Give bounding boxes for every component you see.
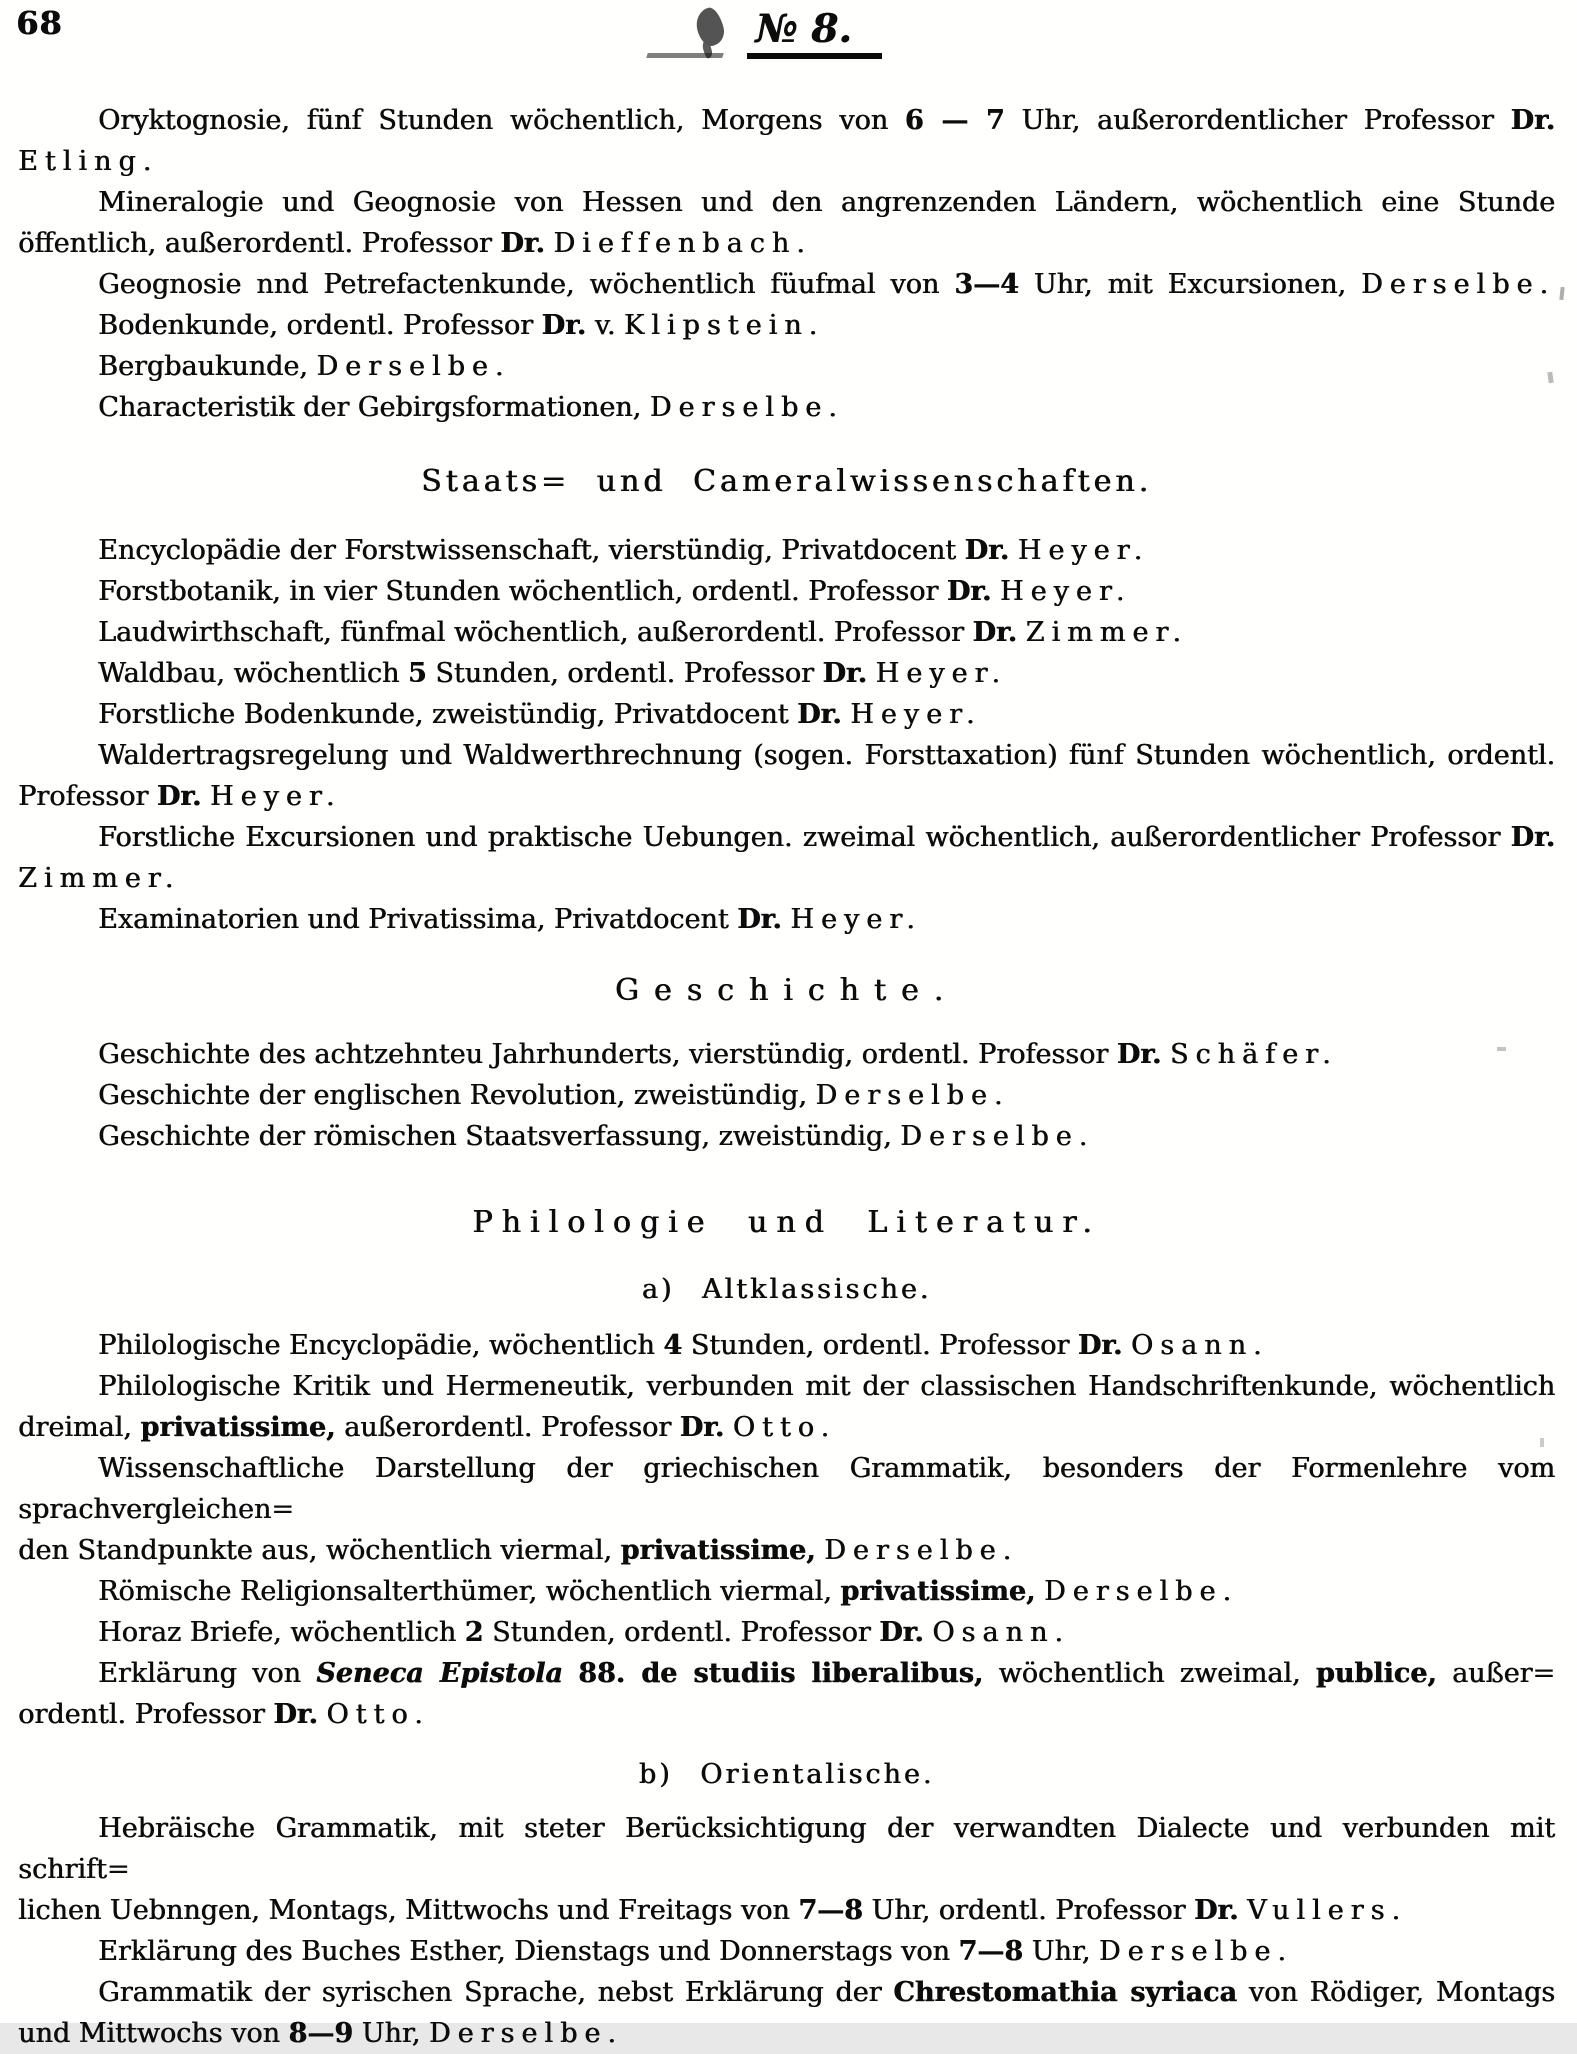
text-segment: 8—9 (288, 2018, 353, 2049)
text-segment: Uhr, mit Excursionen, (1018, 269, 1361, 300)
issue-number: № 8. (747, 6, 882, 59)
text-segment (924, 1617, 933, 1648)
text-line (18, 1325, 1555, 1366)
text-line (18, 223, 1555, 264)
text-segment: von Rödiger, Montags (1236, 1977, 1556, 2008)
text-segment: v. (586, 310, 624, 341)
text-segment: Otto. (732, 1412, 837, 1443)
course-entry (18, 1612, 1555, 1653)
text-segment: Encyclopädie der Forstwissenschaft, vierstündig, Privatdocent (98, 535, 965, 566)
text-line (18, 1612, 1555, 1653)
text-segment: Forstbotanik, in vier Stunden wöchentlich, ordentl. Professor (98, 576, 947, 607)
text-segment: Otto. (326, 1699, 430, 1730)
text-segment: Heyer. (875, 658, 1007, 689)
text-segment (1238, 1895, 1247, 1926)
text-segment: Dr. (1510, 822, 1555, 853)
text-segment: Waldertragsregelung und Waldwerthrechnung (sogen. Forsttaxation) fünf Stunden wöchentlich, ordentl. (98, 740, 1555, 771)
text-segment (1122, 1330, 1131, 1361)
text-segment: Waldbau, wöchentlich (98, 658, 408, 689)
text-segment: öffentlich, außerordentl. Professor (18, 228, 501, 259)
text-segment: Dr. (879, 1617, 924, 1648)
course-entry (18, 817, 1555, 899)
text-line (18, 1448, 1555, 1530)
text-segment (991, 576, 1000, 607)
text-segment (1161, 1039, 1170, 1070)
course-entry (18, 735, 1555, 817)
text-segment (563, 1658, 578, 1689)
text-line (18, 571, 1555, 612)
text-line (18, 1034, 1555, 1075)
text-line (18, 1972, 1555, 2013)
text-line (18, 694, 1555, 735)
text-line (18, 1694, 1555, 1735)
text-segment: Derselbe. (824, 1535, 1019, 1566)
text-segment: Uhr, (1022, 1936, 1099, 1967)
text-segment: Chrestomathia syriaca (893, 1977, 1237, 2008)
text-segment: Zimmer. (18, 863, 181, 894)
text-segment (1035, 1576, 1044, 1607)
text-line (18, 305, 1555, 346)
text-line (18, 1653, 1555, 1694)
text-segment: Heyer. (850, 699, 982, 730)
text-segment (842, 699, 851, 730)
text-segment: und Mittwochs von (18, 2018, 289, 2049)
text-segment: dreimal, (18, 1412, 141, 1443)
text-segment: Vullers. (1247, 1895, 1407, 1926)
text-segment: Mineralogie und Geognosie von Hessen und den angrenzenden Ländern, wöchentlich eine Stunde (98, 187, 1555, 218)
text-segment: privatissime, (840, 1576, 1036, 1607)
text-column (18, 100, 1555, 2054)
text-segment: Dr. (822, 658, 867, 689)
course-entry (18, 264, 1555, 305)
text-segment: 3—4 (954, 269, 1019, 300)
course-entry (18, 1075, 1555, 1116)
text-segment: Derselbe. (1043, 1576, 1238, 1607)
text-line (18, 1530, 1555, 1571)
course-entry (18, 1116, 1555, 1157)
text-segment (816, 1535, 825, 1566)
text-segment: Grammatik der syrischen Sprache, nebst Erklärung der (98, 1977, 894, 2008)
scan-speck (1559, 287, 1564, 300)
text-segment: Dr. (964, 535, 1010, 566)
text-line (18, 735, 1555, 776)
text-segment: wöchentlich zweimal, (983, 1658, 1316, 1689)
text-segment: Dr. (679, 1412, 725, 1443)
text-segment: Forstliche Bodenkunde, zweistündig, Privatdocent (98, 699, 797, 730)
text-segment: Dr. (972, 617, 1017, 648)
text-segment (867, 658, 876, 689)
text-line (18, 141, 1555, 182)
text-segment: Heyer. (209, 781, 342, 812)
text-line (18, 1075, 1555, 1116)
text-segment: Erklärung von (98, 1658, 317, 1689)
text-segment: Hebräische Grammatik, mit steter Berücksichtigung der verwandten Dialecte und verbunden mit schrift= (18, 1813, 1555, 1885)
text-segment: privatissime, (620, 1535, 816, 1566)
text-segment: Professor (18, 781, 157, 812)
text-segment: außer= (1436, 1658, 1555, 1689)
course-entry (18, 653, 1555, 694)
text-segment: lichen Uebnngen, Montags, Mittwochs und Freitags von (18, 1895, 799, 1926)
text-line (18, 1931, 1555, 1972)
course-entry (18, 1931, 1555, 1972)
text-line (18, 1116, 1555, 1157)
text-segment: Dr. (500, 228, 545, 259)
course-entry (18, 387, 1555, 428)
text-line (18, 264, 1555, 305)
course-entry (18, 1972, 1555, 2054)
text-segment: Dr. (1510, 105, 1555, 136)
text-segment: Derselbe. (649, 392, 844, 423)
text-segment: Horaz Briefe, wöchentlich (98, 1617, 465, 1648)
course-entry (18, 694, 1555, 735)
text-segment: Stunden, ordentl. Professor (682, 1330, 1078, 1361)
course-entry (18, 100, 1555, 182)
course-entry (18, 1325, 1555, 1366)
text-segment: Dr. (796, 699, 842, 730)
course-entry (18, 1034, 1555, 1075)
text-segment: Stunden, ordentl. Professor (426, 658, 823, 689)
text-segment: Philologische Kritik und Hermeneutik, verbunden mit der classischen Handschriftenkunde, wöchentlich (98, 1371, 1555, 1402)
text-line (18, 817, 1555, 858)
text-segment: Osann. (1130, 1330, 1269, 1361)
text-segment: Geschichte der römischen Staatsverfassung, zweistündig, (98, 1121, 901, 1152)
text-segment: Bergbaukunde, (98, 351, 317, 382)
text-segment: publice, (1315, 1658, 1437, 1689)
course-entry (18, 1448, 1555, 1571)
text-segment: 88. de studiis liberalibus, (578, 1658, 984, 1689)
text-segment (201, 781, 210, 812)
subsection-heading-orientalische: b) Orientalische. (638, 1759, 935, 1790)
course-entry (18, 571, 1555, 612)
text-segment: Zimmer. (1025, 617, 1188, 648)
text-segment: Dr. (1116, 1039, 1162, 1070)
text-segment: Examinatorien und Privatissima, Privatdocent (98, 904, 738, 935)
text-line (18, 100, 1555, 141)
course-entry (18, 182, 1555, 264)
text-line (18, 899, 1555, 940)
text-segment: Etling. (18, 146, 159, 177)
text-segment: Derselbe. (900, 1121, 1095, 1152)
text-segment: Osann. (932, 1617, 1070, 1648)
text-segment: Uhr, (353, 2018, 429, 2049)
text-segment: Derselbe. (1360, 269, 1555, 300)
course-entry (18, 899, 1555, 940)
text-segment: Dr. (156, 781, 202, 812)
text-segment: 7—8 (958, 1936, 1023, 1967)
text-segment: Derselbe. (1098, 1936, 1293, 1967)
text-segment: Schäfer. (1169, 1039, 1338, 1070)
course-entry (18, 612, 1555, 653)
text-segment: Philologische Encyclopädie, wöchentlich (98, 1330, 664, 1361)
text-segment: Derselbe. (815, 1080, 1010, 1111)
text-segment: Stunden, ordentl. Professor (483, 1617, 880, 1648)
text-segment: Laudwirthschaft, fünfmal wöchentlich, außerordentl. Professor (98, 617, 973, 648)
text-segment: Wissenschaftliche Darstellung der griechischen Grammatik, besonders der Formenlehre vom sprachvergleichen= (18, 1453, 1555, 1525)
text-segment: Heyer. (999, 576, 1132, 607)
text-segment: Heyer. (1017, 535, 1150, 566)
masthead (0, 6, 1577, 68)
text-segment: Dr. (273, 1699, 318, 1730)
course-entry (18, 530, 1555, 571)
text-segment: Geschichte des achtzehnteu Jahrhunderts, vierstündig, ordentl. Professor (98, 1039, 1117, 1070)
subsection-heading-altklassische: a) Altklassische. (641, 1274, 932, 1305)
page-number: 68 (16, 4, 63, 42)
text-segment: Dr. (1077, 1330, 1123, 1361)
course-entry (18, 1366, 1555, 1448)
text-segment: Seneca Epistola (316, 1658, 563, 1689)
text-segment: Geognosie nnd Petrefactenkunde, wöchentlich füufmal von (98, 269, 955, 300)
text-segment: Dr. (946, 576, 992, 607)
text-segment: Dr. (1193, 1895, 1239, 1926)
text-line (18, 1571, 1555, 1612)
text-line (18, 1366, 1555, 1407)
text-segment (724, 1412, 733, 1443)
text-line (18, 387, 1555, 428)
text-segment: außerordentl. Professor (335, 1412, 680, 1443)
text-segment: Characteristik der Gebirgsformationen, (98, 392, 650, 423)
section-heading-philologie-und-literatur: Philologie und Literatur. (472, 1205, 1101, 1240)
text-line (18, 612, 1555, 653)
text-line (18, 1808, 1555, 1890)
text-segment (1017, 617, 1026, 648)
text-line (18, 776, 1555, 817)
text-segment: Römische Religionsalterthümer, wöchentlich viermal, (98, 1576, 841, 1607)
text-segment: Klipstein. (623, 310, 825, 341)
text-line (18, 530, 1555, 571)
text-segment: 7—8 (798, 1895, 863, 1926)
text-segment: Erklärung des Buches Esther, Dienstags und Donnerstags von (98, 1936, 959, 1967)
text-line (18, 858, 1555, 899)
text-segment: Derselbe. (428, 2018, 623, 2049)
text-line (18, 1890, 1555, 1931)
text-segment: Dr. (737, 904, 782, 935)
text-line (18, 2013, 1555, 2054)
course-entry (18, 305, 1555, 346)
text-segment: Heyer. (790, 904, 922, 935)
course-entry (18, 1571, 1555, 1612)
text-segment: 6 — 7 (904, 105, 1005, 136)
text-line (18, 653, 1555, 694)
section-heading-geschichte: Geschichte. (614, 973, 959, 1008)
text-segment: den Standpunkte aus, wöchentlich viermal, (18, 1535, 621, 1566)
text-segment: Dieffenbach. (553, 228, 812, 259)
course-entry (18, 1653, 1555, 1735)
text-segment: 5 (407, 658, 427, 689)
text-segment: Forstliche Excursionen und praktische Uebungen. zweimal wöchentlich, außerordentlicher Professor (98, 822, 1511, 853)
text-line (18, 182, 1555, 223)
text-segment: Uhr, ordentl. Professor (862, 1895, 1194, 1926)
text-segment: Dr. (541, 310, 587, 341)
text-segment: ordentl. Professor (18, 1699, 274, 1730)
text-line (18, 1407, 1555, 1448)
text-segment: 4 (663, 1330, 683, 1361)
ink-smudge (693, 5, 727, 48)
course-entry (18, 1808, 1555, 1931)
text-segment: Bodenkunde, ordentl. Professor (98, 310, 542, 341)
course-entry (18, 346, 1555, 387)
text-segment: Oryktognosie, fünf Stunden wöchentlich, Morgens von (98, 105, 905, 136)
text-segment: Geschichte der englischen Revolution, zweistündig, (98, 1080, 816, 1111)
text-segment: Derselbe. (316, 351, 511, 382)
section-heading-staats-und-cameralwissenschaften: Staats= und Cameralwissenschaften. (420, 464, 1153, 499)
text-segment: Uhr, außerordentlicher Professor (1004, 105, 1511, 136)
text-segment: 2 (464, 1617, 484, 1648)
text-segment (1009, 535, 1018, 566)
text-segment: privatissime, (140, 1412, 336, 1443)
text-segment (782, 904, 791, 935)
underline-artifact (646, 53, 724, 58)
text-line (18, 346, 1555, 387)
